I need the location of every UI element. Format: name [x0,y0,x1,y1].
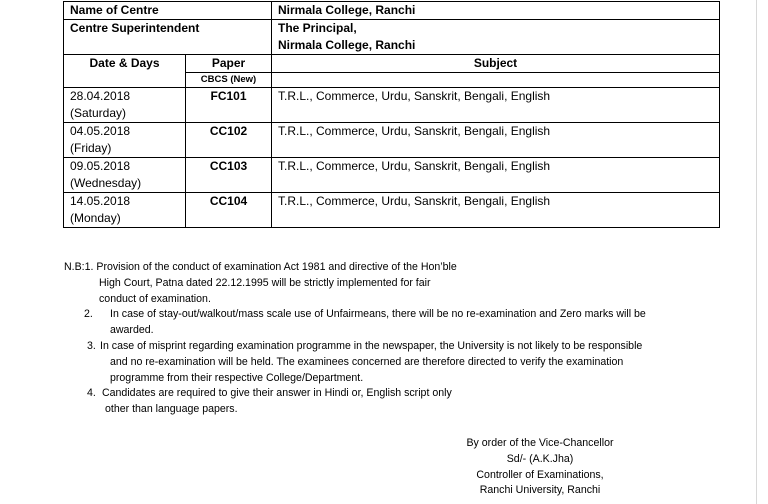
paper-column-header: Paper [186,55,272,73]
superintendent-line1: The Principal, [278,21,357,35]
note-3-number: 3. [87,339,96,352]
table-row [64,88,720,123]
signature-line1: By order of the Vice-Chancellor [466,437,614,449]
note-3-line2: and no re-examination will be held. The examinees concerned are therefore directed to verify the examination [110,355,624,368]
day-value: (Friday) [70,141,112,155]
paper-cell: CC103 [186,158,272,193]
subject-subheader-empty [272,73,720,88]
date-value: 09.05.2018 [70,159,131,173]
note-3-text: In case of misprint regarding examination programme in the newspaper, the University is not likely to be responsible [100,339,643,352]
paper-cell: CC102 [186,123,272,158]
day-value: (Saturday) [70,106,127,120]
note-3-line3: programme from their respective College/Department. [110,371,364,384]
date-cell [64,158,186,193]
subject-cell: T.R.L., Commerce, Urdu, Sanskrit, Bengali, English [272,193,720,228]
date-value: 28.04.2018 [70,89,131,103]
page-edge-divider [756,0,757,504]
signature-line2: Sd/- (A.K.Jha) [506,452,574,465]
day-value: (Monday) [70,211,121,225]
note-4-number: 4. [87,387,96,400]
table-row [64,158,720,193]
column-header-row [64,55,720,73]
note-1-line1: N.B:1. Provision of the conduct of examination Act 1981 and directive of the Hon’ble [64,261,457,273]
notes-section [64,260,740,418]
note-2-number: 2. [84,308,93,321]
subject-column-header: Subject [272,55,720,73]
superintendent-label: Centre Superintendent [64,20,272,55]
date-cell [64,88,186,123]
table-row [64,123,720,158]
date-cell [64,123,186,158]
date-value: 14.05.2018 [70,194,131,208]
subject-cell: T.R.L., Commerce, Urdu, Sanskrit, Bengali, English [272,158,720,193]
note-4-line2: other than language papers. [105,403,238,416]
date-cell [64,193,186,228]
note-4 [64,386,740,402]
note-2-text: In case of stay-out/walkout/mass scale use of Unfairmeans, there will be no re-examination and Zero marks will be [110,308,646,321]
note-3 [64,339,740,355]
superintendent-line2: Nirmala College, Ranchi [278,38,416,52]
paper-subheader: CBCS (New) [186,73,272,88]
superintendent-row [64,20,720,55]
signature-line3: Controller of Examinations, [476,468,604,481]
day-value: (Wednesday) [70,176,142,190]
paper-cell: CC104 [186,193,272,228]
table-row [64,193,720,228]
date-value: 04.05.2018 [70,124,131,138]
superintendent-value [272,20,720,55]
subject-cell: T.R.L., Commerce, Urdu, Sanskrit, Bengali, English [272,123,720,158]
signature-line4: Ranchi University, Ranchi [479,484,601,497]
paper-cell: FC101 [186,88,272,123]
date-column-header: Date & Days [64,55,186,88]
note-4-text: Candidates are required to give their answer in Hindi or, English script only [102,387,452,400]
centre-row [64,2,720,20]
note-1-line3: conduct of examination. [99,292,211,305]
centre-label: Name of Centre [64,2,272,20]
signature-block [440,436,640,499]
subject-cell: T.R.L., Commerce, Urdu, Sanskrit, Bengali, English [272,88,720,123]
exam-schedule-table [63,1,720,228]
centre-value: Nirmala College, Ranchi [272,2,720,20]
note-2-line2: awarded. [110,324,154,337]
note-2 [64,307,740,323]
note-1-line2: High Court, Patna dated 22.12.1995 will be strictly implemented for fair [99,276,431,289]
